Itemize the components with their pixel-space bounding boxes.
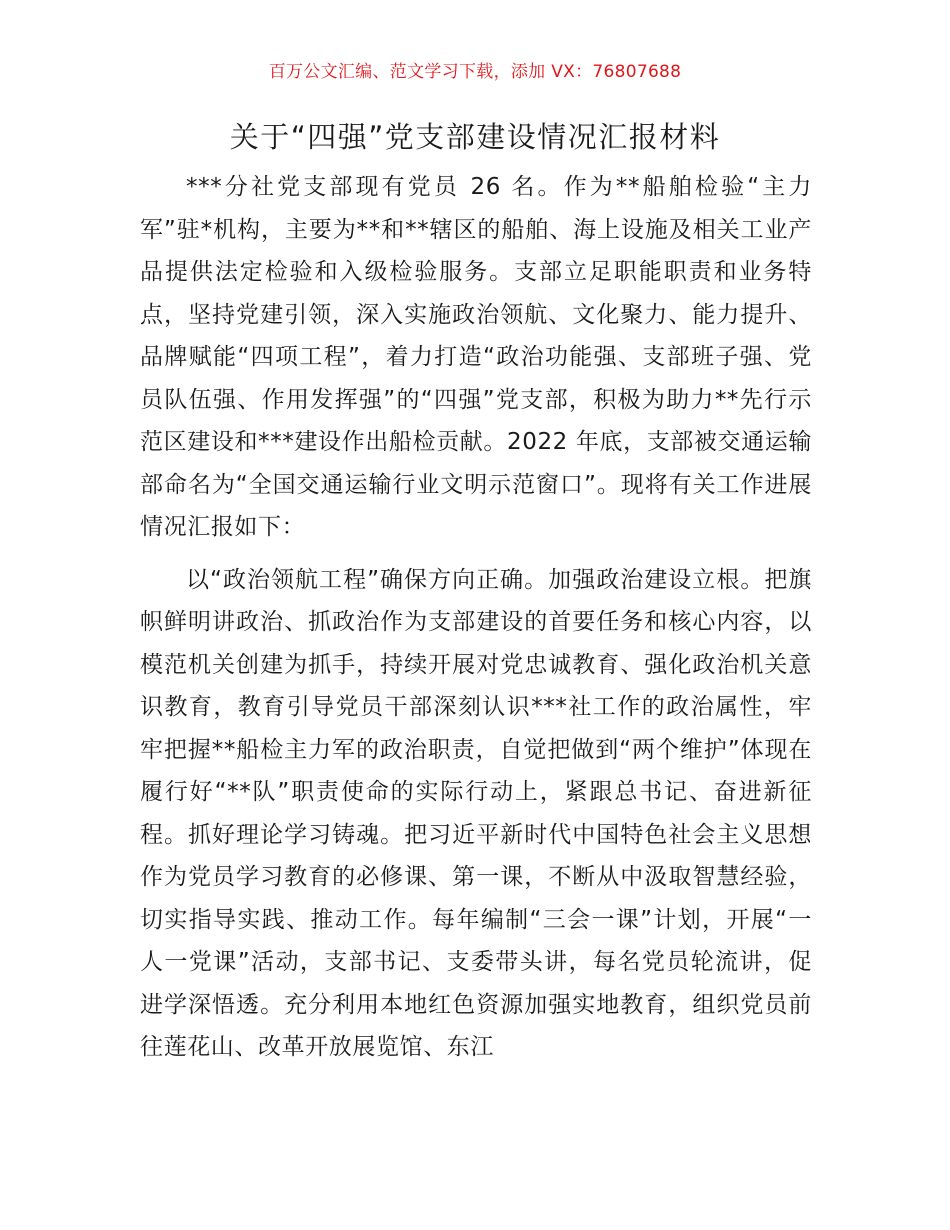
document-body [140, 166, 812, 1069]
watermark-header: 百万公文汇编、范文学习下载，添加 VX：76807688 [268, 62, 682, 82]
document-title: 关于“四强”党支部建设情况汇报材料 [229, 120, 721, 154]
paragraph-intro: ***分社党支部现有党员 26 名。作为**船舶检验“主力军”驻*机构，主要为**和**辖区的船舶、海上设施及相关工业产品提供法定检验和入级检验服务。支部立足职能职责和业务特点，坚持党建引领，深入实施政治领航、文化聚力、能力提升、品牌赋能“四项工程”，着力打造“政治功能强、支部班子强、党员队伍强、作用发挥强”的“四强”党支部，积极为助力**先行示范区建设和***建设作出船检贡献。2022 年底，支部被交通运输部命名为“全国交通运输行业文明示范窗口”。现将有关工作进展情况汇报如下： [140, 174, 812, 540]
paragraph-political-leadership: 以“政治领航工程”确保方向正确。加强政治建设立根。把旗帜鲜明讲政治、抓政治作为支部建设的首要任务和核心内容，以模范机关创建为抓手，持续开展对党忠诚教育、强化政治机关意识教育，教育引导党员干部深刻认识***社工作的政治属性，牢牢把握**船检主力军的政治职责，自觉把做到“两个维护”体现在履行好“**队”职责使命的实际行动上，紧跟总书记、奋进新征程。抓好理论学习铸魂。把习近平新时代中国特色社会主义思想作为党员学习教育的必修课、第一课，不断从中汲取智慧经验，切实指导实践、推动工作。每年编制“三会一课”计划，开展“一人一党课”活动，支部书记、支委带头讲，每名党员轮流讲，促进学深悟透。充分利用本地红色资源加强实地教育，组织党员前往莲花山、改革开放展览馆、东江 [140, 566, 812, 1060]
